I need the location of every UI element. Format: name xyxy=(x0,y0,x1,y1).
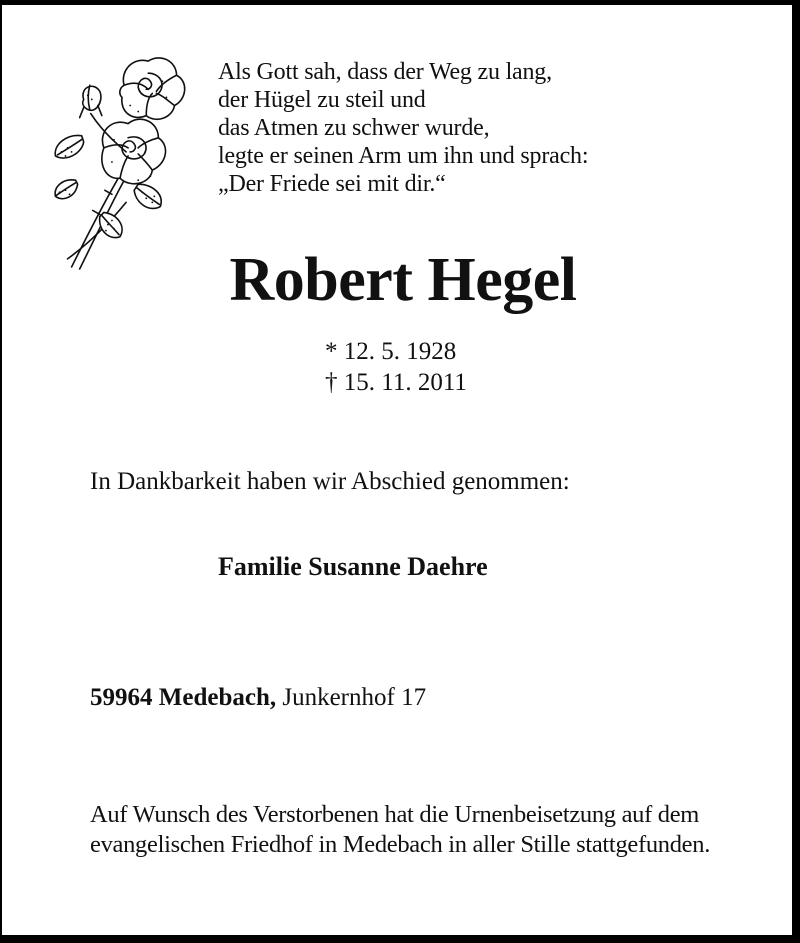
life-dates xyxy=(325,336,467,398)
farewell-line: In Dankbarkeit haben wir Abschied genommen: xyxy=(90,468,570,495)
deceased-name: Robert Hegel xyxy=(229,246,577,314)
poem-line: legte er seinen Arm um ihn und sprach: xyxy=(218,143,589,169)
poem-line: Als Gott sah, dass der Weg zu lang, xyxy=(218,59,552,85)
rose-icon xyxy=(40,51,196,271)
address-street: Junkernhof 17 xyxy=(282,684,427,711)
poem-line: der Hügel zu steil und xyxy=(218,87,426,113)
death-date: † 15. 11. 2011 xyxy=(325,369,467,396)
address-line xyxy=(90,684,426,712)
closing-line: Auf Wunsch des Verstorbenen hat die Urnenbeisetzung auf dem xyxy=(90,801,700,828)
poem-line: „Der Friede sei mit dir.“ xyxy=(218,171,446,197)
memorial-poem xyxy=(218,58,588,198)
address-city: 59964 Medebach, xyxy=(90,684,277,711)
birth-date: * 12. 5. 1928 xyxy=(325,338,457,365)
poem-line: das Atmen zu schwer wurde, xyxy=(218,115,490,141)
closing-paragraph xyxy=(90,800,710,859)
closing-line: evangelischen Friedhof in Medebach in aller Stille stattgefunden. xyxy=(90,830,711,858)
family-name: Familie Susanne Daehre xyxy=(218,552,488,581)
